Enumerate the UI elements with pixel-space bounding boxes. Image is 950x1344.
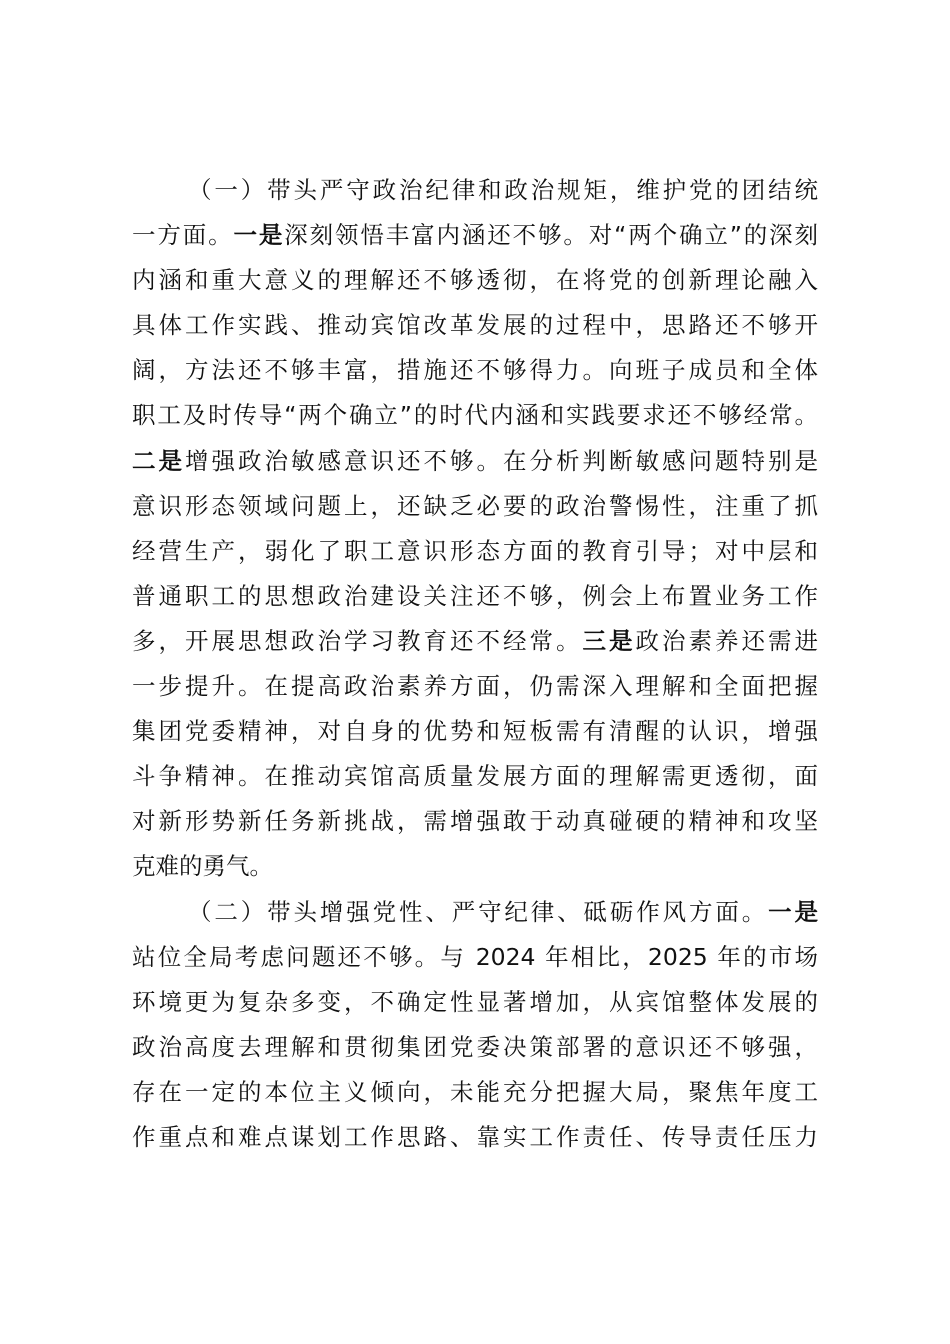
paragraph-1-line-4: 具体工作实践、推动宾馆改革发展的过程中，思路还不够开 xyxy=(132,311,818,340)
paragraph-1-line-10: 普通职工的思想政治建设关注还不够，例会上布置业务工作 xyxy=(132,581,818,610)
paragraph-2-line-2: 站位全局考虑问题还不够。与 2024 年相比，2025 年的市场 xyxy=(132,942,818,971)
point-label-4: 一是 xyxy=(768,897,819,926)
paragraph-1-line-5: 阔，方法还不够丰富，措施还不够得力。向班子成员和全体 xyxy=(132,356,818,385)
paragraph-1-line-16: 克难的勇气。 xyxy=(132,852,273,881)
paragraph-1-line-6: 职工及时传导“两个确立”的时代内涵和实践要求还不够经常。 xyxy=(132,401,818,430)
paragraph-1-line-8: 意识形态领域问题上，还缺乏必要的政治警惕性，注重了抓 xyxy=(132,491,818,520)
point-label-1: 一是 xyxy=(233,221,285,250)
paragraph-1-line-13: 集团党委精神，对自身的优势和短板需有清醒的认识，增强 xyxy=(132,717,818,746)
paragraph-1-line-15: 对新形势新任务新挑战，需增强敢于动真碰硬的精神和攻坚 xyxy=(132,807,818,836)
point-label-3: 三是 xyxy=(582,626,636,655)
paragraph-1-line-1: （一）带头严守政治纪律和政治规矩，维护党的团结统 xyxy=(188,176,818,204)
paragraph-2-line-1: （二）带头增强党性、严守纪律、砥砺作风方面。一是 xyxy=(188,897,819,926)
paragraph-1-line-14: 斗争精神。在推动宾馆高质量发展方面的理解需更透彻，面 xyxy=(132,762,818,791)
paragraph-1-line-12: 一步提升。在提高政治素养方面，仍需深入理解和全面把握 xyxy=(132,672,818,701)
paragraph-1-line-7: 二是增强政治敏感意识还不够。在分析判断敏感问题特别是 xyxy=(132,446,818,475)
paragraph-2-line-5: 存在一定的本位主义倾向，未能充分把握大局，聚焦年度工 xyxy=(132,1077,818,1106)
paragraph-1-line-2: 一方面。一是深刻领悟丰富内涵还不够。对“两个确立”的深刻 xyxy=(132,221,819,250)
paragraph-1-line-3: 内涵和重大意义的理解还不够透彻，在将党的创新理论融入 xyxy=(132,266,818,295)
point-label-2: 二是 xyxy=(132,446,185,475)
paragraph-1-line-9: 经营生产，弱化了职工意识形态方面的教育引导；对中层和 xyxy=(132,536,818,565)
paragraph-1-line-11: 多，开展思想政治学习教育还不经常。三是政治素养还需进 xyxy=(132,626,818,655)
body-text xyxy=(132,168,818,1160)
paragraph-2-line-4: 政治高度去理解和贯彻集团党委决策部署的意识还不够强， xyxy=(132,1032,818,1061)
paragraph-2-line-3: 环境更为复杂多变，不确定性显著增加，从宾馆整体发展的 xyxy=(132,987,818,1016)
paragraph-2-line-6: 作重点和难点谋划工作思路、靠实工作责任、传导责任压力 xyxy=(132,1122,818,1151)
